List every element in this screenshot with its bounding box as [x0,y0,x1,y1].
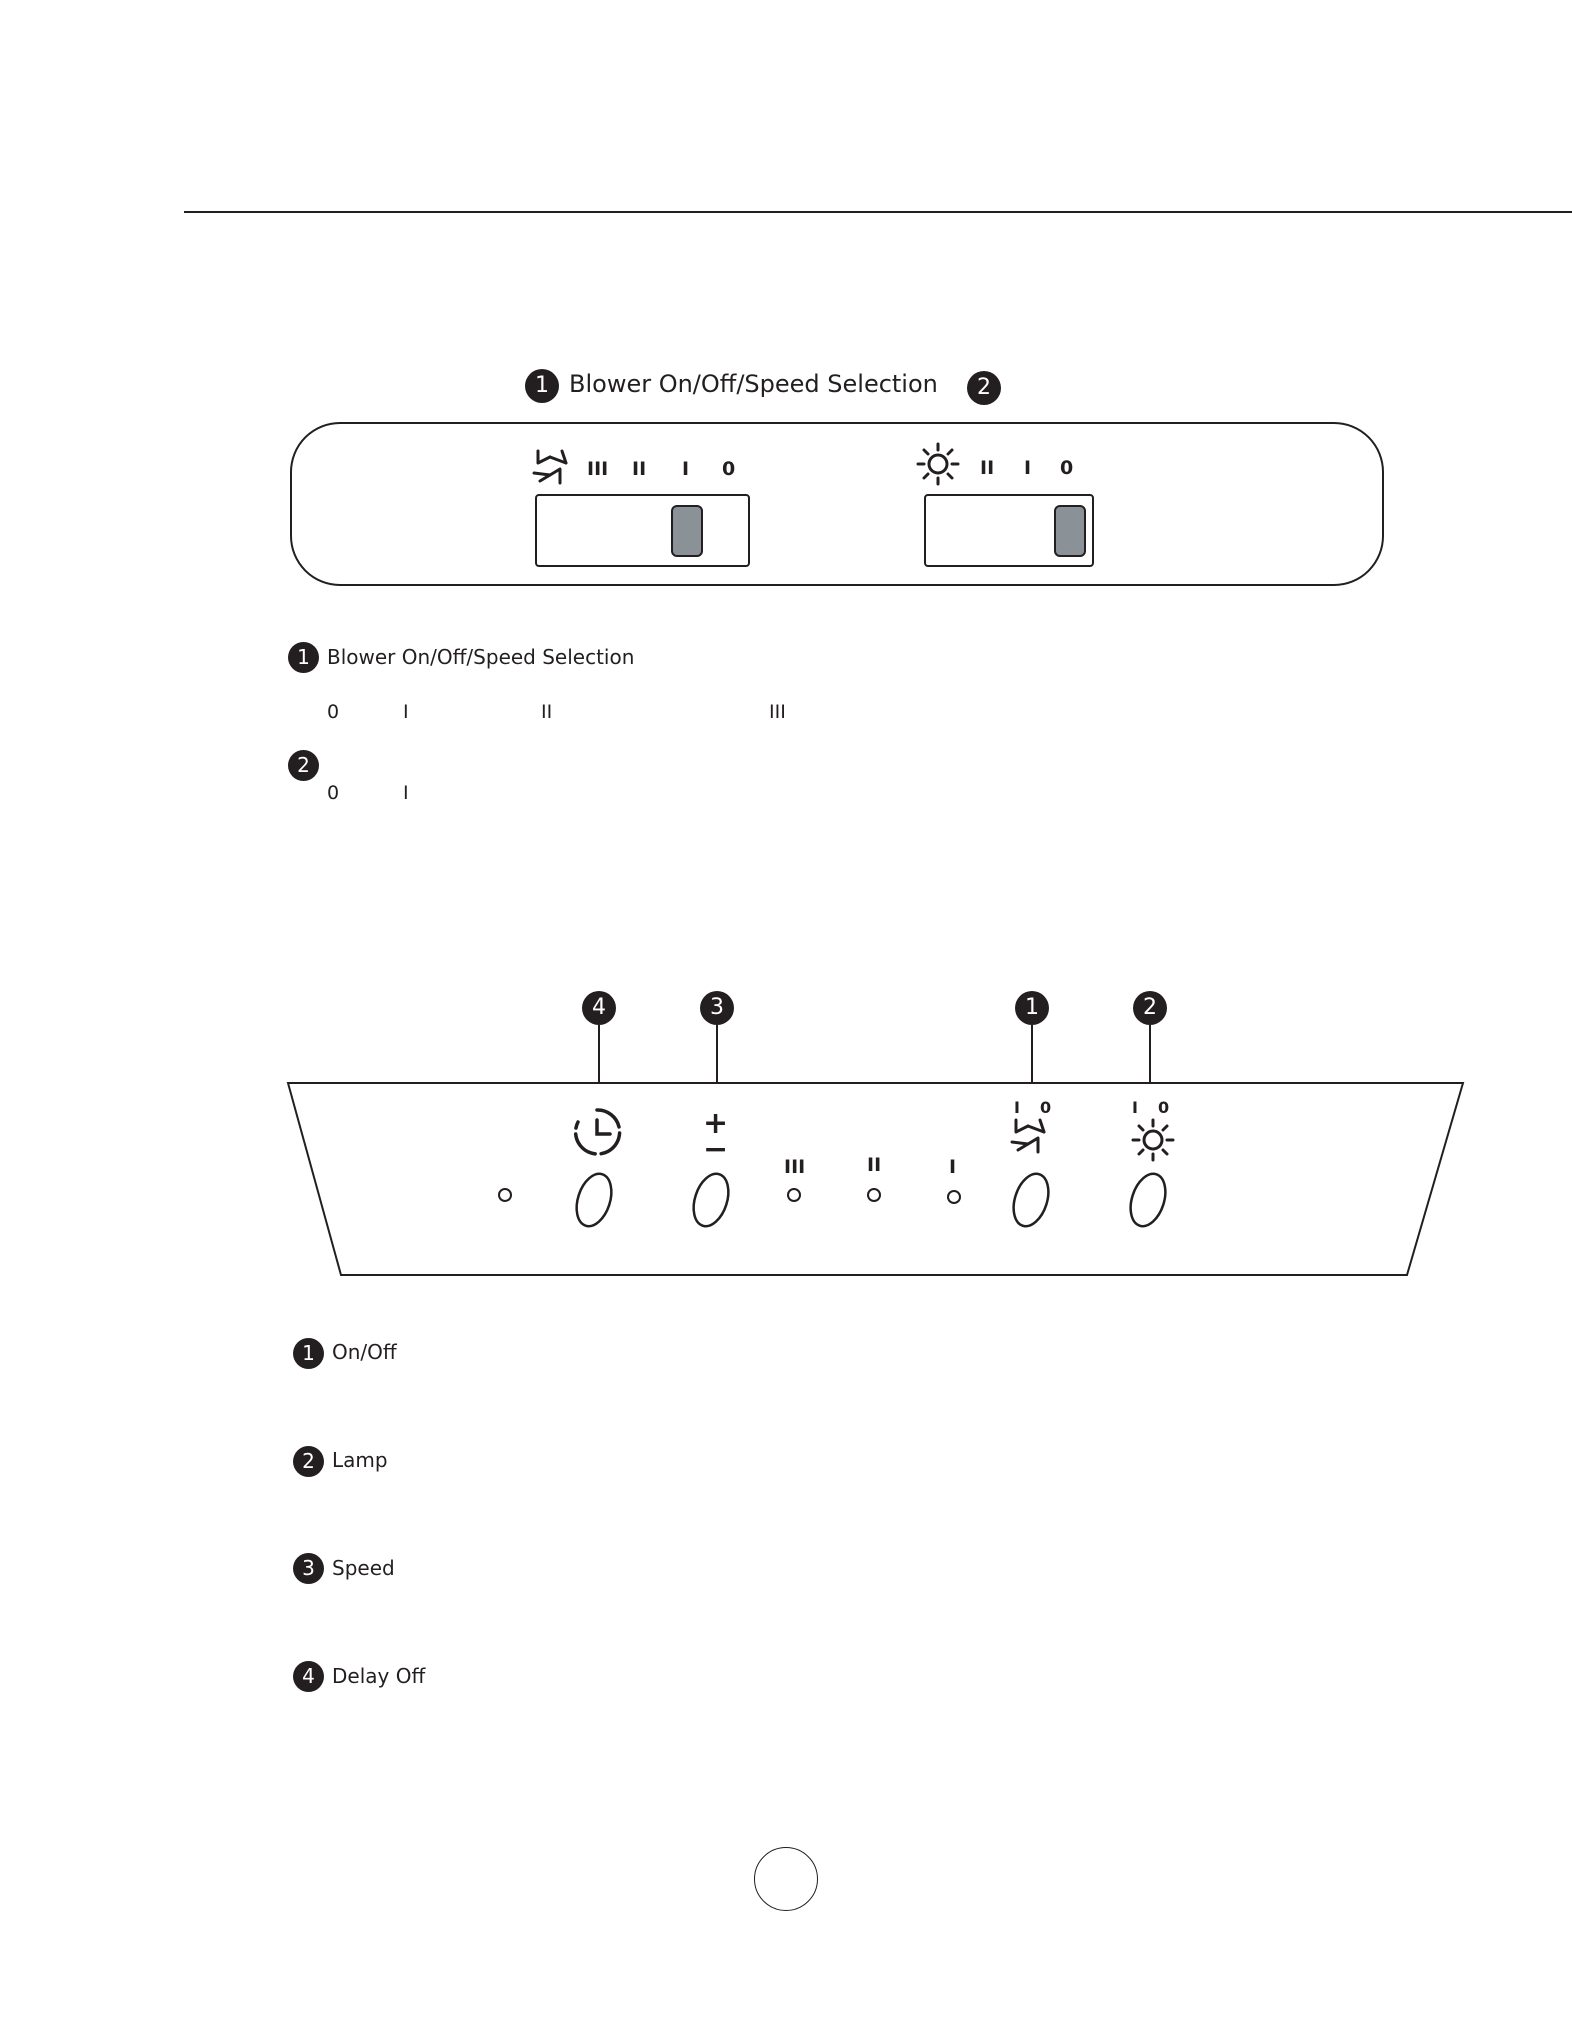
callout-4: 4 [582,991,616,1025]
legend2-label-1: On/Off [332,1340,397,1364]
title-badge-2: 2 [967,371,1001,405]
legend1-light-mark-0: 0 [327,782,340,804]
legend2-badge-3: 3 [293,1553,324,1584]
legend1-badge-2: 2 [288,750,319,781]
lamp-mark-on: I [1132,1098,1138,1117]
fan-mark-on: I [1014,1098,1020,1117]
lamp-button [1124,1169,1171,1230]
legend1-light-mark-1: I [403,782,409,804]
legend2-badge-4: 4 [293,1661,324,1692]
on-off-button [1007,1169,1054,1230]
blower-mark-2: II [632,458,647,480]
legend2-badge-2: 2 [293,1446,324,1477]
light-mark-1: I [1024,457,1032,479]
callout-2: 2 [1133,991,1167,1025]
fan-icon [1012,1120,1044,1152]
legend2-badge-1: 1 [293,1338,324,1369]
speed-mark-2: II [867,1154,882,1176]
legend1-label-1: Blower On/Off/Speed Selection [327,645,635,669]
section1-title: Blower On/Off/Speed Selection [569,370,938,398]
speed-button [687,1169,734,1230]
blower-mark-3: III [587,458,609,480]
legend2-label-2: Lamp [332,1448,388,1472]
legend2-label-4: Delay Off [332,1664,426,1688]
minus-sign: − [703,1132,729,1167]
legend1-mark-1: I [403,701,409,723]
light-mark-0: 0 [1060,457,1074,479]
lamp-mark-off: 0 [1158,1098,1170,1117]
page-number-circle [754,1847,818,1911]
delay-off-button [570,1169,617,1230]
callout-3: 3 [700,991,734,1025]
fan-mark-off: 0 [1040,1098,1052,1117]
speed-mark-1: I [949,1156,957,1178]
light-mark-2: II [980,457,995,479]
legend1-mark-3: III [769,701,786,723]
blower-mark-1: I [682,458,690,480]
plus-sign: + [703,1106,729,1141]
legend1-badge-1: 1 [288,642,319,673]
legend2-label-3: Speed [332,1556,395,1580]
speed-mark-3: III [784,1156,806,1178]
callout-1: 1 [1015,991,1049,1025]
title-badge-1: 1 [525,369,559,403]
clock-icon [576,1110,620,1154]
blower-mark-0: 0 [722,458,736,480]
lamp-icon [1133,1120,1173,1160]
legend1-mark-2: II [541,701,553,723]
legend1-mark-0: 0 [327,701,340,723]
